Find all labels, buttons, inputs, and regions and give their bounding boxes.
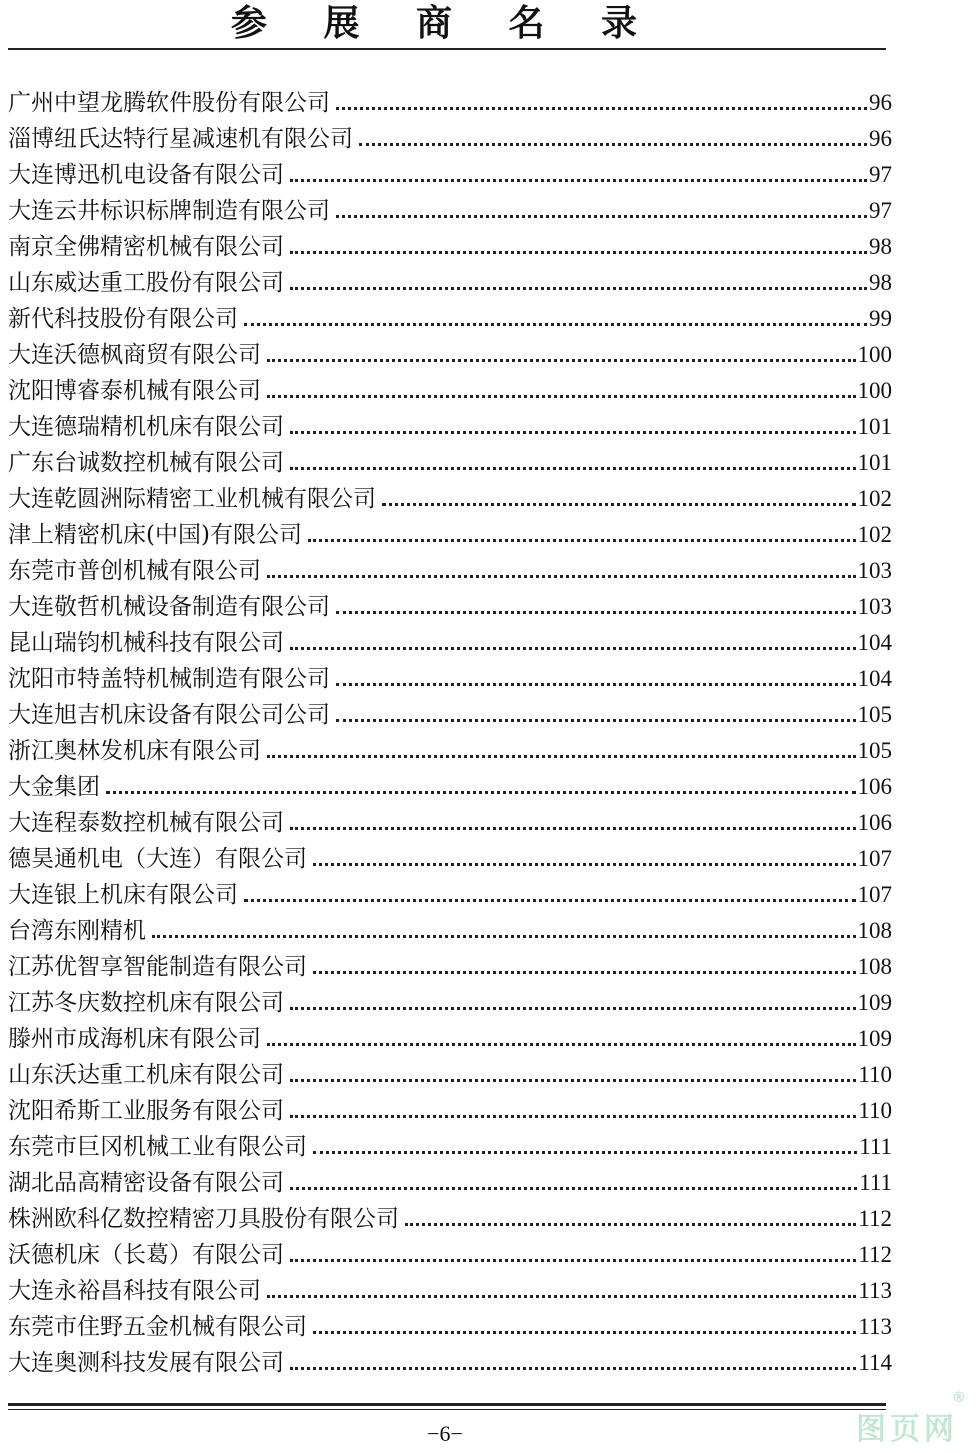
entry-page-number: 102 bbox=[857, 522, 892, 547]
dot-leader bbox=[290, 1367, 856, 1370]
entry-page-number: 106 bbox=[857, 774, 892, 799]
entry-page-number: 111 bbox=[859, 1134, 892, 1159]
entry-page-number: 102 bbox=[857, 486, 892, 511]
exhibitor-name: 江苏冬庆数控机床有限公司 bbox=[8, 990, 284, 1016]
entry-page-number: 103 bbox=[857, 558, 892, 583]
dot-leader bbox=[290, 287, 867, 290]
directory-entry[interactable] bbox=[8, 373, 892, 409]
exhibitor-name: 津上精密机床(中国)有限公司 bbox=[8, 522, 302, 548]
entry-page-number: 104 bbox=[857, 630, 892, 655]
directory-entry[interactable] bbox=[8, 229, 892, 265]
exhibitor-name: 江苏优智享智能制造有限公司 bbox=[8, 954, 307, 980]
directory-entry[interactable] bbox=[8, 913, 892, 949]
dot-leader bbox=[290, 1079, 856, 1082]
entry-page-number: 108 bbox=[857, 918, 892, 943]
directory-entry[interactable] bbox=[8, 193, 892, 229]
directory-entry[interactable] bbox=[8, 1309, 892, 1345]
exhibitor-name: 大金集团 bbox=[8, 774, 100, 800]
directory-entry[interactable] bbox=[8, 517, 892, 553]
exhibitor-name: 浙江奥林发机床有限公司 bbox=[8, 738, 261, 764]
entry-page-number: 100 bbox=[857, 342, 892, 367]
entry-page-number: 105 bbox=[857, 738, 892, 763]
entry-page-number: 96 bbox=[869, 90, 892, 115]
directory-entry[interactable] bbox=[8, 1345, 892, 1381]
dot-leader bbox=[290, 431, 856, 434]
dot-leader bbox=[267, 1043, 856, 1046]
dot-leader bbox=[313, 863, 856, 866]
dot-leader bbox=[290, 251, 867, 254]
dot-leader bbox=[290, 1115, 856, 1118]
directory-entry[interactable] bbox=[8, 1021, 892, 1057]
exhibitor-name: 东莞市巨冈机械工业有限公司 bbox=[8, 1134, 307, 1160]
exhibitor-name: 株洲欧科亿数控精密刀具股份有限公司 bbox=[8, 1206, 399, 1232]
directory-entry[interactable] bbox=[8, 877, 892, 913]
exhibitor-name: 山东沃达重工机床有限公司 bbox=[8, 1062, 284, 1088]
watermark-text: 图页网 bbox=[856, 1412, 958, 1447]
directory-entry[interactable] bbox=[8, 553, 892, 589]
exhibitor-name: 昆山瑞钧机械科技有限公司 bbox=[8, 630, 284, 656]
entry-page-number: 113 bbox=[858, 1278, 892, 1303]
exhibitor-directory-list bbox=[8, 85, 892, 1381]
exhibitor-name: 沈阳希斯工业服务有限公司 bbox=[8, 1098, 284, 1124]
dot-leader bbox=[267, 755, 856, 758]
dot-leader bbox=[308, 539, 856, 542]
directory-entry[interactable] bbox=[8, 481, 892, 517]
directory-entry[interactable] bbox=[8, 841, 892, 877]
exhibitor-name: 湖北品高精密设备有限公司 bbox=[8, 1170, 284, 1196]
directory-entry[interactable] bbox=[8, 121, 892, 157]
dot-leader bbox=[313, 1151, 857, 1154]
page-title: 参 展 商 名 录 bbox=[230, 2, 660, 44]
dot-leader bbox=[336, 107, 867, 110]
exhibitor-name: 大连程泰数控机械有限公司 bbox=[8, 810, 284, 836]
dot-leader bbox=[313, 1331, 856, 1334]
exhibitor-name: 山东威达重工股份有限公司 bbox=[8, 270, 284, 296]
exhibitor-name: 大连沃德枫商贸有限公司 bbox=[8, 342, 261, 368]
entry-page-number: 106 bbox=[857, 810, 892, 835]
dot-leader bbox=[267, 575, 856, 578]
dot-leader bbox=[290, 827, 856, 830]
entry-page-number: 101 bbox=[857, 450, 892, 475]
directory-entry[interactable] bbox=[8, 1273, 892, 1309]
dot-leader bbox=[290, 179, 867, 182]
exhibitor-name: 新代科技股份有限公司 bbox=[8, 306, 238, 332]
entry-page-number: 97 bbox=[869, 162, 892, 187]
entry-page-number: 109 bbox=[857, 1026, 892, 1051]
exhibitor-name: 大连旭吉机床设备有限公司公司 bbox=[8, 702, 330, 728]
entry-page-number: 107 bbox=[857, 882, 892, 907]
directory-entry[interactable] bbox=[8, 1237, 892, 1273]
entry-page-number: 112 bbox=[858, 1242, 892, 1267]
dot-leader bbox=[244, 323, 867, 326]
entry-page-number: 114 bbox=[858, 1350, 892, 1375]
dot-leader bbox=[244, 899, 856, 902]
exhibitor-name: 大连云井标识标牌制造有限公司 bbox=[8, 198, 330, 224]
entry-page-number: 113 bbox=[858, 1314, 892, 1339]
dot-leader bbox=[405, 1223, 856, 1226]
entry-page-number: 107 bbox=[857, 846, 892, 871]
directory-entry[interactable] bbox=[8, 589, 892, 625]
dot-leader bbox=[359, 143, 867, 146]
exhibitor-name: 大连德瑞精机机床有限公司 bbox=[8, 414, 284, 440]
exhibitor-name: 大连敬哲机械设备制造有限公司 bbox=[8, 594, 330, 620]
exhibitor-name: 广东台诚数控机械有限公司 bbox=[8, 450, 284, 476]
entry-page-number: 103 bbox=[857, 594, 892, 619]
entry-page-number: 110 bbox=[858, 1098, 892, 1123]
directory-entry[interactable] bbox=[8, 265, 892, 301]
entry-page-number: 99 bbox=[869, 306, 892, 331]
dot-leader bbox=[336, 215, 867, 218]
registered-mark-icon: ® bbox=[952, 1390, 966, 1406]
exhibitor-name: 德昊通机电（大连）有限公司 bbox=[8, 846, 307, 872]
dot-leader bbox=[106, 791, 856, 794]
entry-page-number: 112 bbox=[858, 1206, 892, 1231]
dot-leader bbox=[382, 503, 856, 506]
entry-page-number: 104 bbox=[857, 666, 892, 691]
exhibitor-name: 东莞市住野五金机械有限公司 bbox=[8, 1314, 307, 1340]
exhibitor-name: 大连乾圆洲际精密工业机械有限公司 bbox=[8, 486, 376, 512]
directory-entry[interactable] bbox=[8, 157, 892, 193]
watermark-logo bbox=[856, 1390, 966, 1448]
directory-entry[interactable] bbox=[8, 445, 892, 481]
page-number: −6− bbox=[427, 1421, 463, 1446]
directory-entry[interactable] bbox=[8, 733, 892, 769]
directory-entry[interactable] bbox=[8, 1057, 892, 1093]
dot-leader bbox=[290, 1187, 857, 1190]
exhibitor-name: 沈阳市特盖特机械制造有限公司 bbox=[8, 666, 330, 692]
dot-leader bbox=[336, 611, 856, 614]
directory-entry[interactable] bbox=[8, 769, 892, 805]
exhibitor-name: 南京全佛精密机械有限公司 bbox=[8, 234, 284, 260]
directory-entry[interactable] bbox=[8, 1165, 892, 1201]
dot-leader bbox=[290, 647, 856, 650]
entry-page-number: 108 bbox=[857, 954, 892, 979]
exhibitor-name: 淄博纽氏达特行星减速机有限公司 bbox=[8, 126, 353, 152]
title-divider bbox=[8, 48, 886, 50]
directory-entry[interactable] bbox=[8, 661, 892, 697]
entry-page-number: 105 bbox=[857, 702, 892, 727]
entry-page-number: 110 bbox=[858, 1062, 892, 1087]
exhibitor-name: 滕州市成海机床有限公司 bbox=[8, 1026, 261, 1052]
dot-leader bbox=[336, 683, 856, 686]
directory-entry[interactable] bbox=[8, 805, 892, 841]
directory-entry[interactable] bbox=[8, 337, 892, 373]
entry-page-number: 98 bbox=[869, 270, 892, 295]
exhibitor-name: 大连银上机床有限公司 bbox=[8, 882, 238, 908]
directory-entry[interactable] bbox=[8, 409, 892, 445]
dot-leader bbox=[336, 719, 856, 722]
footer-divider-thick bbox=[8, 1403, 886, 1406]
exhibitor-name: 大连博迅机电设备有限公司 bbox=[8, 162, 284, 188]
exhibitor-name: 东莞市普创机械有限公司 bbox=[8, 558, 261, 584]
exhibitor-name: 广州中望龙腾软件股份有限公司 bbox=[8, 90, 330, 116]
dot-leader bbox=[290, 467, 856, 470]
dot-leader bbox=[267, 1295, 856, 1298]
directory-entry[interactable] bbox=[8, 1129, 892, 1165]
exhibitor-name: 大连永裕昌科技有限公司 bbox=[8, 1278, 261, 1304]
directory-entry[interactable] bbox=[8, 1201, 892, 1237]
footer-divider-thin bbox=[8, 1409, 886, 1410]
directory-entry[interactable] bbox=[8, 985, 892, 1021]
exhibitor-name: 大连奥测科技发展有限公司 bbox=[8, 1350, 284, 1376]
dot-leader bbox=[290, 1259, 856, 1262]
entry-page-number: 101 bbox=[857, 414, 892, 439]
entry-page-number: 97 bbox=[869, 198, 892, 223]
dot-leader bbox=[267, 359, 856, 362]
entry-page-number: 109 bbox=[857, 990, 892, 1015]
directory-entry[interactable] bbox=[8, 301, 892, 337]
entry-page-number: 111 bbox=[859, 1170, 892, 1195]
directory-entry[interactable] bbox=[8, 625, 892, 661]
entry-page-number: 100 bbox=[857, 378, 892, 403]
dot-leader bbox=[152, 935, 856, 938]
entry-page-number: 98 bbox=[869, 234, 892, 259]
directory-entry[interactable] bbox=[8, 949, 892, 985]
exhibitor-name: 台湾东刚精机 bbox=[8, 918, 146, 944]
dot-leader bbox=[267, 395, 856, 398]
exhibitor-name: 沈阳博睿泰机械有限公司 bbox=[8, 378, 261, 404]
directory-entry[interactable] bbox=[8, 1093, 892, 1129]
entry-page-number: 96 bbox=[869, 126, 892, 151]
directory-entry[interactable] bbox=[8, 697, 892, 733]
dot-leader bbox=[313, 971, 856, 974]
dot-leader bbox=[290, 1007, 856, 1010]
directory-entry[interactable] bbox=[8, 85, 892, 121]
exhibitor-name: 沃德机床（长葛）有限公司 bbox=[8, 1242, 284, 1268]
